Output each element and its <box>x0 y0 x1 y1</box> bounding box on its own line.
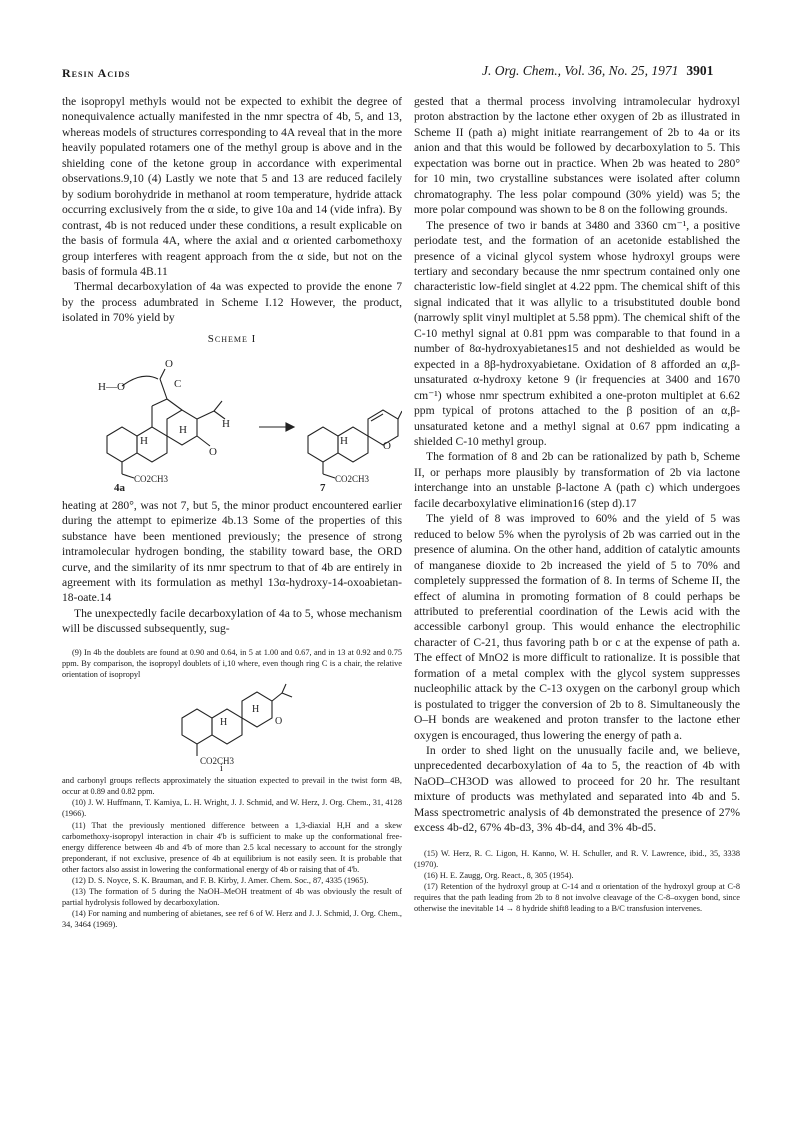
journal-citation: J. Org. Chem., Vol. 36, No. 25, 1971 <box>482 63 679 78</box>
svg-text:O: O <box>383 440 391 453</box>
structure-label-4a: 4a <box>114 482 125 494</box>
svg-text:O: O <box>165 358 173 371</box>
scheme-1-figure <box>62 351 402 493</box>
footnote-16: (16) H. E. Zaugg, Org. React., 8, 305 (1954). <box>424 870 574 880</box>
footnote-11: (11) That the previously mentioned difference between a 1,3-diaxial H,H and a skew carbomethoxy-isopropyl interaction in chair 4'b is sufficient to make up the conformational free-energy difference between 4b and 4'b of more than 2.5 kcal necessary to account for the strongly preponderant, if not exclusive, presence of 4b at equilibrium is not easily seen. It is probable that other factors also assist in lowering the conformational energy of 4b or raising that of 4'b. <box>62 820 402 874</box>
footnote-15: (15) W. Herz, R. C. Ligon, H. Kanno, W. H. Schuller, and R. V. Lawrence, ibid., 35, 3338 (1970). <box>414 848 740 869</box>
right-column <box>414 94 740 914</box>
left-footnotes <box>62 647 402 931</box>
structure-i-figure <box>62 680 402 772</box>
svg-text:C: C <box>174 378 182 391</box>
footnote-17: (17) Retention of the hydroxyl group at C-14 and α orientation of the hydroxyl group at C-8 requires that the path leading from 2b to 8 not involve cleavage of the C-8–oxygen bond, since otherwise the inevitable 14 → 8 hydride shift8 leading to a B/C transfusion intervenes. <box>414 882 740 914</box>
right-paragraph-1: gested that a thermal process involving intramolecular hydroxyl proton abstraction by the lactone ether oxygen of 2b as illustrated in Scheme II (path a) might initiate rearrangement of 2b to 4a or its anion and that this would be followed by decarboxylation to 5. This expectation was borne out in practice. When 2b was heated to 280° for 10 min, two crystalline substances were isolated after column chromatography. The less polar compound (30% yield) was 5; the more polar compound was shown to be 8 on the following grounds. <box>414 95 740 217</box>
left-paragraph-1: the isopropyl methyls would not be expected to exhibit the degree of nonequivalence actually manifested in the nmr spectra of 4b, 5, and 13, whereas models of structures corresponding to 4A reveal that in the more heavily populated rotamers one of the methyl group is above and in the shielding cone of the ketone group in accordance with experimental observations.9,10 (4) Lastly we note that 5 and 13 are reduced facilely by sodium borohydride in methanol at room temperature, hydride attack occurring exclusively from the α side, to give 10a and 14 (vide infra). By contrast, 4b is not reduced under these conditions, a result explicable on the basis of formula 4A, where the axial and α oriented carbomethoxy group interferes with reagent approach from the α side, but not on the basis of formula 4B.11 <box>62 95 402 278</box>
structure-label-i: i <box>220 763 223 773</box>
svg-text:H: H <box>252 704 260 716</box>
left-paragraph-2: Thermal decarboxylation of 4a was expected to provide the enone 7 by the process adumbrated in Scheme I.12 However, the product, isolated in 70% yield by <box>62 280 402 325</box>
right-paragraph-2: The presence of two ir bands at 3480 and 3360 cm⁻¹, a positive periodate test, and the formation of an acetonide established the presence of a vicinal glycol system whose hydroxyl groups were tertiary and secondary because the nmr spectrum contained only one characteristic low-field singlet at 4.22 ppm. The chemical shift of this signal indicated that it was allylic to a trisubstituted double bond (narrowly split vinyl multiplet at 5.58 ppm). The chemical shift of the C-10 methyl signal at 0.81 ppm was comparable to that found in a number of 8α-hydroxyabietanes15 and not deshielded as would be expected in a 8β-hydroxyabietane. Oxidation of 8 afforded an α,β-unsaturated α-hydroxy ketone 9 (ir frequencies at 3400 and 1670 cm⁻¹) whose nmr spectrum exhibited a one-proton multiplet at 6.62 ppm typical of protons attached to the β position of an α,β-unsaturated ketone and a methyl signal at 0.67 ppm indicating a shielded C-10 methyl group. <box>414 218 740 448</box>
substituent-4a: CO2CH3 <box>134 474 169 485</box>
structure-label-7: 7 <box>320 482 326 494</box>
svg-text:H—O: H—O <box>98 381 125 394</box>
left-paragraph-3: heating at 280°, was not 7, but 5, the minor product encountered earlier during the attempt to epimerize 4b.13 Some of the properties of this substance have been mentioned previously; the presence of strong intramolecular hydrogen bonding, the stability toward base, the ORD curve, and the similarity of its nmr spectrum to that of 4b are entirely in agreement with its formulation as methyl 13α-hydroxy-14-oxoabietan-18-oate.14 <box>62 498 402 605</box>
right-paragraph-5: In order to shed light on the unusually facile and, we believe, unprecedented decarboxylation of 4a to 5, the reaction of 4b with NaOD–CH3OD was allowed to proceed for 20 hr. The resultant mixture of products was methylated and separated into 4b and 5. Mass spectrometric analysis of 4b demonstrated the presence of 27% excess 4b-d2, 67% 4b-d3, 3% 4b-d4, and 3% 4b-d5. <box>414 744 740 835</box>
footnote-9b: and carbonyl groups reflects approximately the situation expected to prevail in the twist form 4B, occur at 0.89 and 0.82 ppm. <box>62 776 402 797</box>
left-paragraph-4: The unexpectedly facile decarboxylation of 4a to 5, whose mechanism will be discussed subsequently, sug- <box>62 606 402 636</box>
footnote-14: (14) For naming and numbering of abietanes, see ref 6 of W. Herz and J. J. Schmid, J. Org. Chem., 34, 3464 (1969). <box>62 909 402 930</box>
svg-text:O: O <box>275 716 283 728</box>
page-number: 3901 <box>686 63 714 78</box>
substituent-i: CO2CH3 <box>200 756 235 767</box>
svg-text:H: H <box>340 435 348 448</box>
right-footnotes <box>414 848 740 915</box>
svg-text:H: H <box>140 435 148 448</box>
running-head-journal <box>482 63 713 79</box>
svg-text:O: O <box>209 446 217 459</box>
svg-text:H: H <box>220 717 228 729</box>
svg-text:H: H <box>222 418 230 431</box>
svg-text:H: H <box>179 424 187 437</box>
footnote-10: (10) J. W. Huffmann, T. Kamiya, L. H. Wright, J. J. Schmid, and W. Herz, J. Org. Chem., 31, 4128 (1966). <box>62 798 402 819</box>
footnote-13: (13) The formation of 5 during the NaOH–MeOH treatment of 4b was obviously the result of partial hydrolysis followed by decarboxylation. <box>62 887 402 908</box>
substituent-7: CO2CH3 <box>335 474 370 485</box>
right-paragraph-4: The yield of 8 was improved to 60% and the yield of 5 was reduced to below 5% when the pyrolysis of 2b was carried out in the presence of alumina. On the other hand, addition of catalytic amounts of manganese dioxide to 2b increased the yield of 5 to 70% and completely suppressed the formation of 8. In terms of Scheme II, the effect of alumina in promoting formation of 8 could perhaps be attributed to preferential coordination of the Lewis acid with the accessible carbonyl group. This would enhance the electrophilic character of C-21, thus favoring path b or c at the expense of path a. The effect of MnO2 is more difficult to rationalize. It is possible that formation of a metal complex with the glycol system suppresses nucleophilic attack by the C-13 oxygen on the carbonyl group which is postulated to trigger the conversion of 2b to 8. Simultaneously the O–H bonds are weakened and proton transfer to the lactone ether oxygen is encouraged, thus lowering the energy of path a. <box>414 512 740 742</box>
left-column <box>62 94 402 930</box>
running-head-section: Resin Acids <box>62 66 131 80</box>
right-paragraph-3: The formation of 8 and 2b can be rationalized by path b, Scheme II, or perhaps more plausibly by transformation of 2b via lactone interchange into an unstable β-lactone A (path c) which undergoes facile decarboxylative elimination16 (step d).17 <box>414 450 740 510</box>
scheme-title: Scheme I <box>207 332 257 345</box>
footnote-12: (12) D. S. Noyce, S. K. Brauman, and F. B. Kirby, J. Amer. Chem. Soc., 87, 4335 (1965). <box>72 876 369 885</box>
footnote-9a: (9) In 4b the doublets are found at 0.90 and 0.64, in 5 at 1.00 and 0.67, and in 13 at 0.92 and 0.75 ppm. By comparison, the isopropyl doublets of i,10 where, even though ring C is a chair, the relative orientation of isopropyl <box>62 647 402 679</box>
